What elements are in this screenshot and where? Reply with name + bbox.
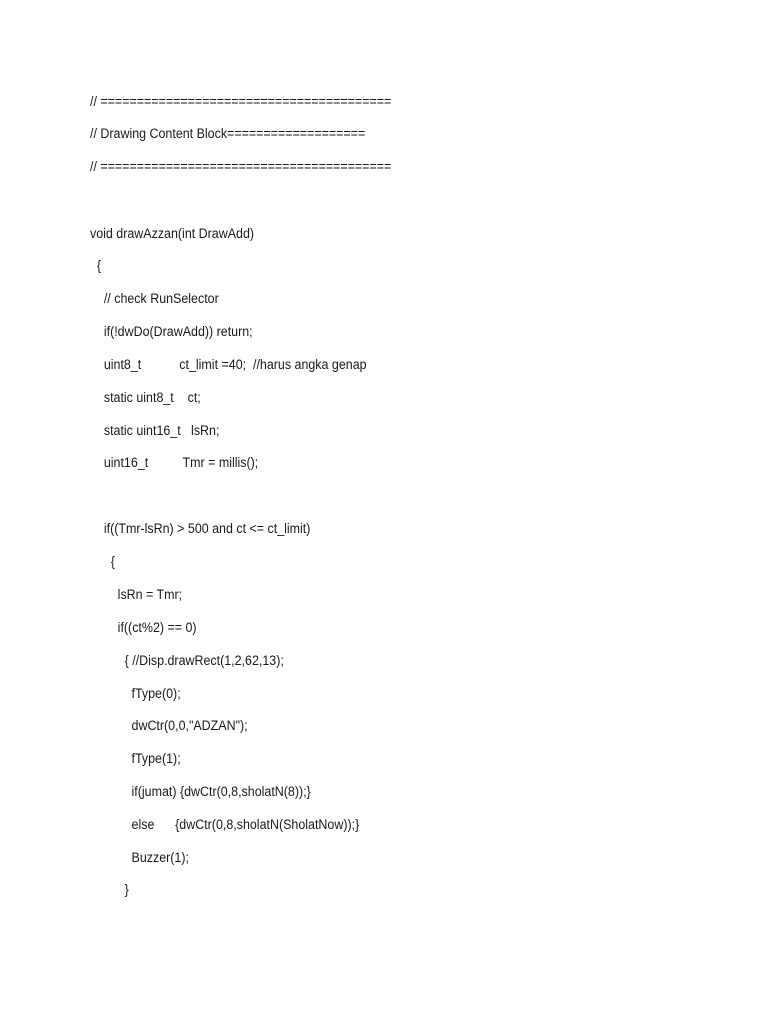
code-line-16: { //Disp.drawRect(1,2,62,13); — [90, 653, 284, 668]
code-line-13: { — [90, 554, 115, 569]
code-line-6: // check RunSelector — [90, 291, 219, 306]
code-line-5: { — [90, 258, 102, 273]
code-line-18: dwCtr(0,0,"ADZAN"); — [90, 718, 248, 733]
code-line-22: Buzzer(1); — [90, 850, 189, 865]
code-line-9: static uint8_t ct; — [90, 390, 201, 405]
code-line-19: fType(1); — [90, 751, 181, 766]
code-line-10: static uint16_t lsRn; — [90, 423, 220, 438]
code-line-2: // Drawing Content Block=================== — [90, 126, 366, 141]
code-line-17: fType(0); — [90, 686, 181, 701]
code-line-20: if(jumat) {dwCtr(0,8,sholatN(8));} — [90, 784, 311, 799]
code-line-11: uint16_t Tmr = millis(); — [90, 455, 259, 470]
code-line-7: if(!dwDo(DrawAdd)) return; — [90, 324, 253, 339]
code-line-14: lsRn = Tmr; — [90, 587, 183, 602]
code-line-1: // ======================================== — [90, 94, 392, 109]
code-line-12: if((Tmr-lsRn) > 500 and ct <= ct_limit) — [90, 521, 311, 536]
code-line-8: uint8_t ct_limit =40; //harus angka genap — [90, 357, 367, 372]
code-line-15: if((ct%2) == 0) — [90, 620, 197, 635]
code-line-3: // ======================================== — [90, 159, 392, 174]
code-line-21: else {dwCtr(0,8,sholatN(SholatNow));} — [90, 817, 360, 832]
code-line-23: } — [90, 882, 129, 897]
code-line-4: void drawAzzan(int DrawAdd) — [90, 226, 255, 241]
